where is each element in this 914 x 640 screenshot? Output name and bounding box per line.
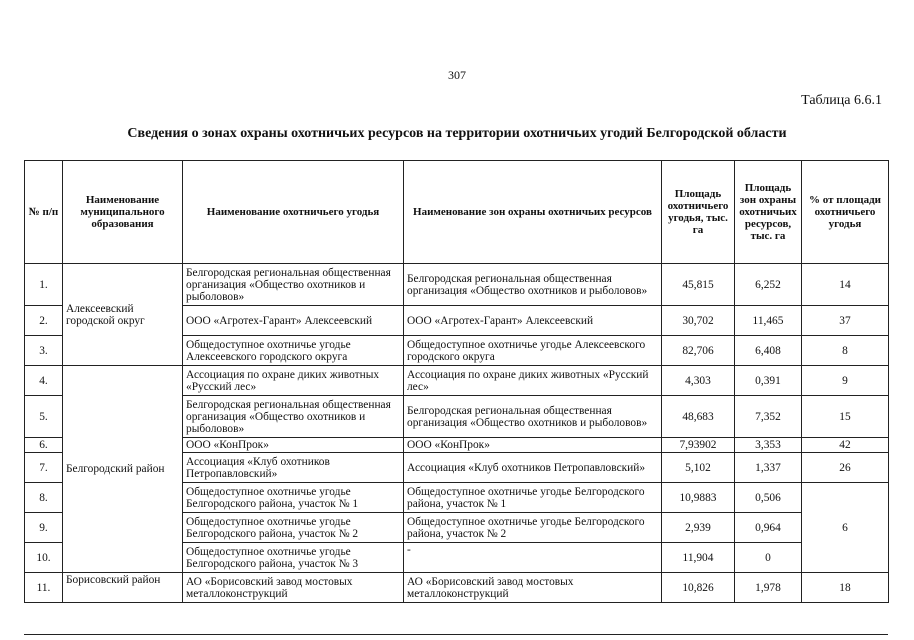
cell-zone: Ассоциация по охране диких животных «Русский лес» (404, 366, 662, 396)
cell-area: 10,9883 (662, 483, 735, 513)
cell-zone: Общедоступное охотничье угодье Алексеевского городского округа (404, 336, 662, 366)
cell-num: 6. (25, 438, 63, 453)
hunting-zones-table (24, 160, 889, 603)
cell-zone-area: 0,964 (735, 513, 802, 543)
header-municipality: Наименование муниципального образования (63, 161, 183, 264)
cell-zone-area: 6,252 (735, 264, 802, 306)
cell-zone-area: 0 (735, 543, 802, 573)
cell-percent: 14 (802, 264, 889, 306)
cell-num: 3. (25, 336, 63, 366)
cell-ground: Общедоступное охотничье угодье Алексеевского городского округа (183, 336, 404, 366)
cell-ground: Общедоступное охотничье угодье Белгородского района, участок № 3 (183, 543, 404, 573)
cell-zone: - (404, 543, 662, 573)
table-header-row (25, 161, 889, 264)
page-number: 307 (448, 68, 466, 82)
cell-num: 1. (25, 264, 63, 306)
cell-municipality: Борисовский район (63, 573, 183, 603)
cell-zone: Ассоциация «Клуб охотников Петропавловский» (404, 453, 662, 483)
cell-area: 11,904 (662, 543, 735, 573)
header-ground: Наименование охотничьего угодья (183, 161, 404, 264)
cell-zone-area: 0,391 (735, 366, 802, 396)
cell-area: 48,683 (662, 396, 735, 438)
cell-zone-area: 1,337 (735, 453, 802, 483)
table-label: Таблица 6.6.1 (801, 93, 882, 108)
cell-percent: 26 (802, 453, 889, 483)
cell-num: 11. (25, 573, 63, 603)
cell-area: 5,102 (662, 453, 735, 483)
header-zone-area: Площадь зон охраны охотничьих ресурсов, тыс. га (735, 161, 802, 264)
cell-num: 2. (25, 306, 63, 336)
cell-zone: Белгородская региональная общественная организация «Общество охотников и рыболовов» (404, 264, 662, 306)
cell-percent: 37 (802, 306, 889, 336)
cell-zone-area: 3,353 (735, 438, 802, 453)
cell-zone: Общедоступное охотничье угодье Белгородского района, участок № 2 (404, 513, 662, 543)
cell-municipality: Белгородский район (63, 366, 183, 573)
cell-num: 5. (25, 396, 63, 438)
cell-ground: АО «Борисовский завод мостовых металлоконструкций (183, 573, 404, 603)
cell-zone-area: 1,978 (735, 573, 802, 603)
cell-percent: 15 (802, 396, 889, 438)
cell-zone: Белгородская региональная общественная организация «Общество охотников и рыболовов» (404, 396, 662, 438)
cell-percent: 18 (802, 573, 889, 603)
cell-area: 2,939 (662, 513, 735, 543)
cell-zone-area: 11,465 (735, 306, 802, 336)
cell-zone-area: 0,506 (735, 483, 802, 513)
cell-zone: ООО «КонПрок» (404, 438, 662, 453)
cell-num: 7. (25, 453, 63, 483)
cell-ground: Белгородская региональная общественная организация «Общество охотников и рыболовов» (183, 396, 404, 438)
cell-ground: ООО «Агротех-Гарант» Алексеевский (183, 306, 404, 336)
cell-num: 10. (25, 543, 63, 573)
cell-zone-area: 6,408 (735, 336, 802, 366)
cell-ground: Ассоциация «Клуб охотников Петропавловский» (183, 453, 404, 483)
cell-area: 10,826 (662, 573, 735, 603)
page-bottom-rule (24, 634, 888, 635)
cell-percent-merged: 6 (802, 483, 889, 573)
table-row (25, 573, 889, 603)
header-zone: Наименование зон охраны охотничьих ресурсов (404, 161, 662, 264)
cell-municipality: Алексеевский городской округ (63, 264, 183, 366)
header-percent: % от площади охотничьего угодья (802, 161, 889, 264)
cell-percent: 9 (802, 366, 889, 396)
cell-ground: Общедоступное охотничье угодье Белгородского района, участок № 2 (183, 513, 404, 543)
cell-area: 30,702 (662, 306, 735, 336)
table-row (25, 264, 889, 306)
cell-zone: АО «Борисовский завод мостовых металлоконструкций (404, 573, 662, 603)
cell-num: 9. (25, 513, 63, 543)
header-area: Площадь охотничьего угодья, тыс. га (662, 161, 735, 264)
table-row (25, 366, 889, 396)
cell-area: 82,706 (662, 336, 735, 366)
cell-percent: 8 (802, 336, 889, 366)
cell-num: 8. (25, 483, 63, 513)
cell-zone: Общедоступное охотничье угодье Белгородского района, участок № 1 (404, 483, 662, 513)
cell-zone: ООО «Агротех-Гарант» Алексеевский (404, 306, 662, 336)
cell-ground: Белгородская региональная общественная организация «Общество охотников и рыболовов» (183, 264, 404, 306)
cell-area: 45,815 (662, 264, 735, 306)
cell-ground: Ассоциация по охране диких животных «Русский лес» (183, 366, 404, 396)
document-title: Сведения о зонах охраны охотничьих ресурсов на территории охотничьих угодий Белгородской области (127, 126, 787, 141)
header-num: № п/п (25, 161, 63, 264)
cell-area: 4,303 (662, 366, 735, 396)
cell-percent: 42 (802, 438, 889, 453)
cell-num: 4. (25, 366, 63, 396)
cell-area: 7,93902 (662, 438, 735, 453)
cell-ground: Общедоступное охотничье угодье Белгородского района, участок № 1 (183, 483, 404, 513)
cell-zone-area: 7,352 (735, 396, 802, 438)
cell-ground: ООО «КонПрок» (183, 438, 404, 453)
